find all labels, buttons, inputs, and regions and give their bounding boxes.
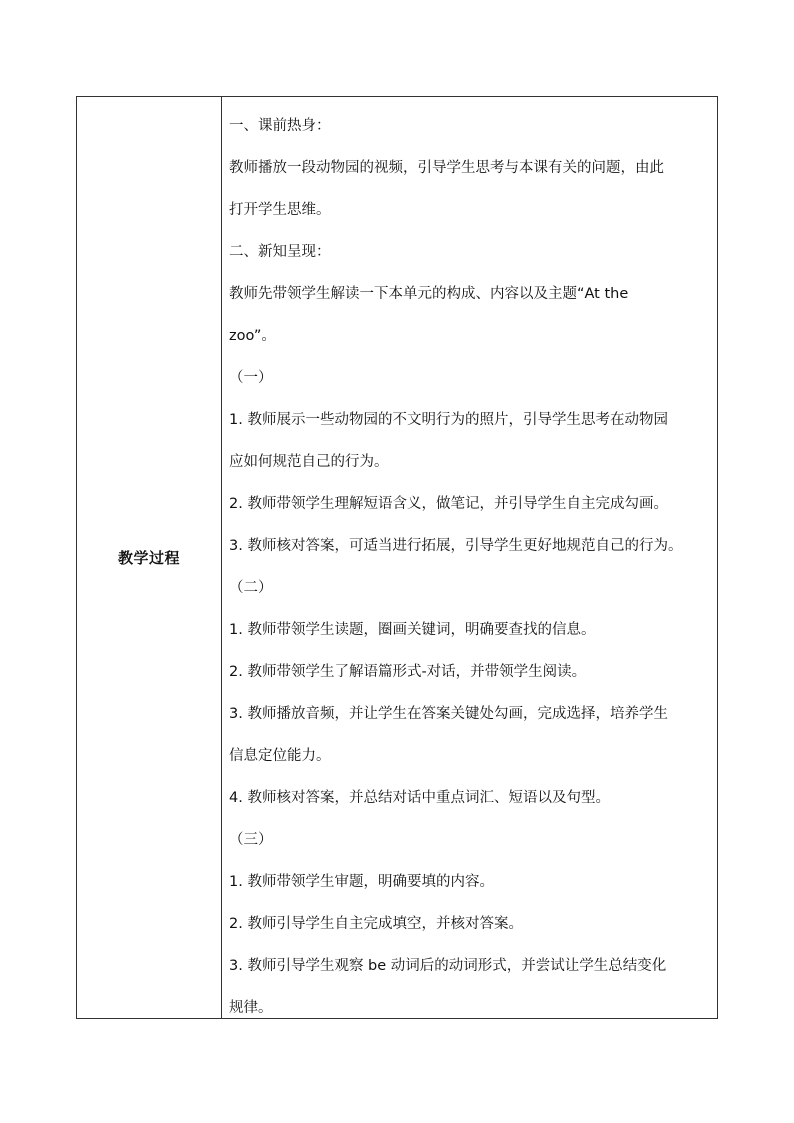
- content-line: 一、课前热身：: [229, 118, 331, 134]
- content-line: 1. 教师带领学生审题，明确要填的内容。: [229, 874, 494, 890]
- content-line: 教师先带领学生解读一下本单元的构成、内容以及主题“At the: [229, 286, 629, 302]
- content-line: 4. 教师核对答案，并总结对话中重点词汇、短语以及句型。: [229, 790, 610, 806]
- content-line: 3. 教师引导学生观察 be 动词后的动词形式，并尝试让学生总结变化: [229, 958, 667, 974]
- content-line: 教师播放一段动物园的视频，引导学生思考与本课有关的问题，由此: [229, 160, 664, 176]
- content-line: 3. 教师核对答案，可适当进行拓展，引导学生更好地规范自己的行为。: [229, 538, 683, 554]
- content-line: 规律。: [229, 1000, 273, 1016]
- content-line: 二、新知呈现：: [229, 244, 331, 260]
- content-line: 2. 教师带领学生理解短语含义，做笔记，并引导学生自主完成勾画。: [229, 496, 668, 512]
- lesson-table: [76, 96, 718, 1019]
- content-line: zoo”。: [229, 328, 276, 344]
- content-line: 3. 教师播放音频，并让学生在答案关键处勾画，完成选择，培养学生: [229, 706, 668, 722]
- section-label: 教学过程: [117, 549, 180, 567]
- content-line: （二）: [229, 580, 273, 596]
- label-cell: [77, 97, 222, 1018]
- content-line: 1. 教师展示一些动物园的不文明行为的照片，引导学生思考在动物园: [229, 412, 668, 428]
- content-line: 应如何规范自己的行为。: [229, 454, 389, 470]
- content-line: 打开学生思维。: [229, 202, 331, 218]
- content-line: 2. 教师引导学生自主完成填空，并核对答案。: [229, 916, 523, 932]
- content-line: 1. 教师带领学生读题，圈画关键词，明确要查找的信息。: [229, 622, 596, 638]
- content-line: （三）: [229, 832, 273, 848]
- content-line: （一）: [229, 370, 273, 386]
- content-line: 信息定位能力。: [229, 748, 331, 764]
- content-line: 2. 教师带领学生了解语篇形式-对话，并带领学生阅读。: [229, 664, 587, 680]
- content-cell: [222, 97, 717, 1018]
